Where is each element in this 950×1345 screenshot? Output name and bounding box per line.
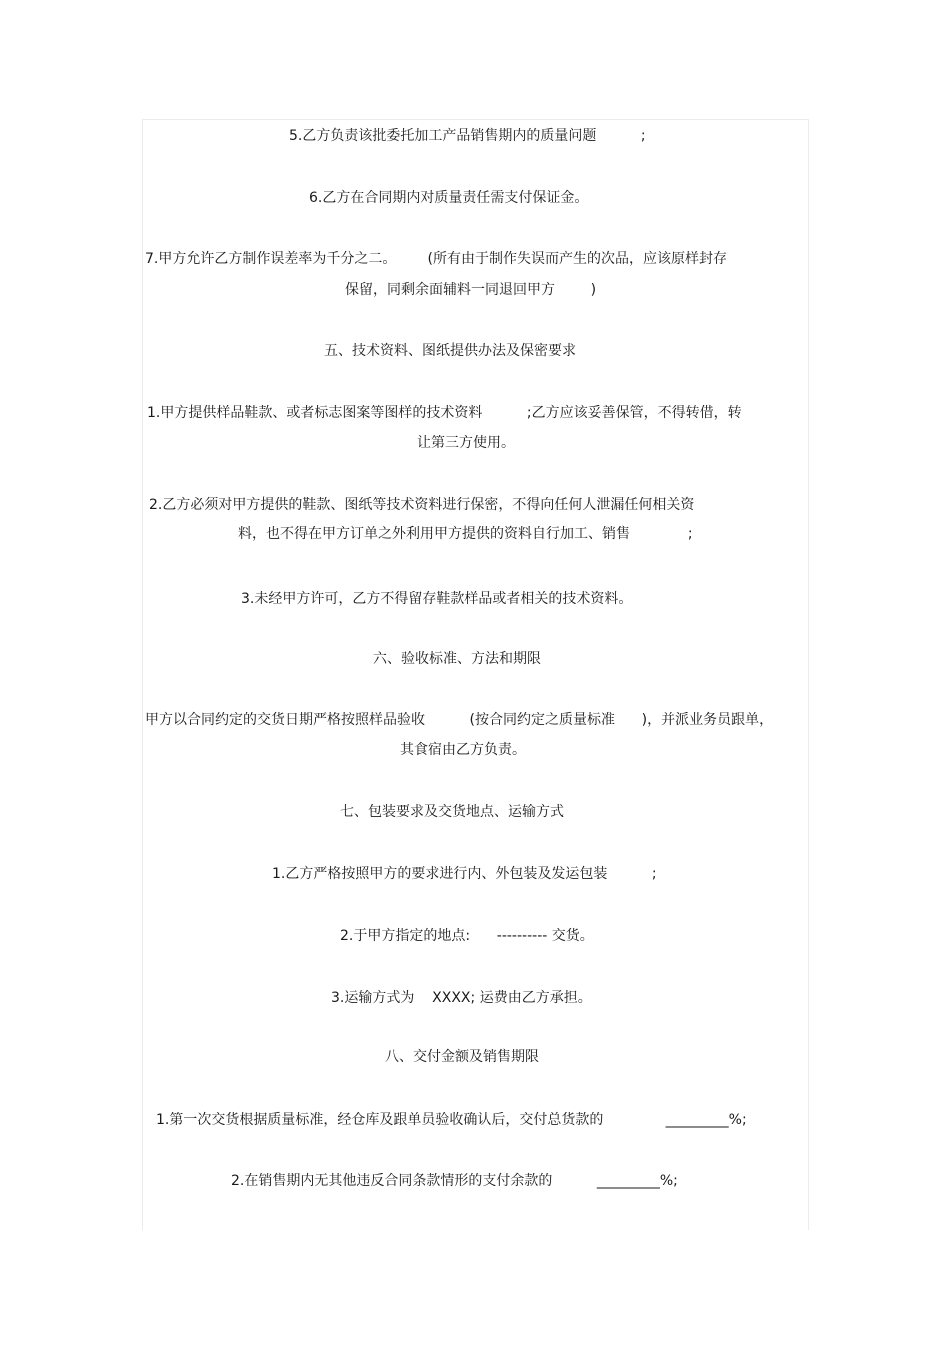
section-6-heading: 六、验收标准、方法和期限 bbox=[373, 651, 541, 667]
section-5-item-2: 2.乙方必须对甲方提供的鞋款、图纸等技术资料进行保密，不得向任何人泄漏任何相关资 bbox=[149, 497, 695, 513]
section-8-item-1: 1.第一次交货根据质量标准，经仓库及跟单员验收确认后，交付总货款的 _________%; bbox=[156, 1112, 747, 1128]
section-7-heading: 七、包装要求及交货地点、运输方式 bbox=[340, 804, 564, 820]
section-5-item-2-cont: 料，也不得在甲方订单之外利用甲方提供的资料自行加工、销售 ; bbox=[238, 526, 693, 542]
section-7-item-3: 3.运输方式为 XXXX; 运费由乙方承担。 bbox=[331, 990, 592, 1006]
section-8-heading: 八、交付金额及销售期限 bbox=[385, 1049, 539, 1065]
clause-6-deposit: 6.乙方在合同期内对质量责任需支付保证金。 bbox=[309, 190, 589, 206]
section-6-body-cont: 其食宿由乙方负责。 bbox=[400, 742, 526, 758]
section-6-body: 甲方以合同约定的交货日期严格按照样品验收 (按合同约定之质量标准 )，并派业务员跟单， bbox=[145, 712, 774, 728]
section-8-item-2: 2.在销售期内无其他违反合同条款情形的支付余款的 _________%; bbox=[231, 1173, 678, 1189]
section-7-item-2: 2.于甲方指定的地点: ---------- 交货。 bbox=[340, 928, 594, 944]
clause-7-error-rate-cont: 保留，同剩余面辅料一同退回甲方 ) bbox=[345, 282, 597, 298]
clause-5-quality-responsibility: 5.乙方负责该批委托加工产品销售期内的质量问题 ; bbox=[289, 128, 646, 144]
section-5-heading: 五、技术资料、图纸提供办法及保密要求 bbox=[324, 343, 576, 359]
clause-7-error-rate: 7.甲方允许乙方制作误差率为千分之二。 (所有由于制作失误而产生的次品，应该原样封存 bbox=[145, 251, 727, 267]
section-7-item-1: 1.乙方严格按照甲方的要求进行内、外包装及发运包装 ; bbox=[272, 866, 657, 882]
section-5-item-1: 1.甲方提供样品鞋款、或者标志图案等图样的技术资料 ;乙方应该妥善保管，不得转借，转 bbox=[147, 405, 742, 421]
section-5-item-1-cont: 让第三方使用。 bbox=[417, 435, 515, 451]
section-5-item-3: 3.未经甲方许可，乙方不得留存鞋款样品或者相关的技术资料。 bbox=[241, 591, 633, 607]
